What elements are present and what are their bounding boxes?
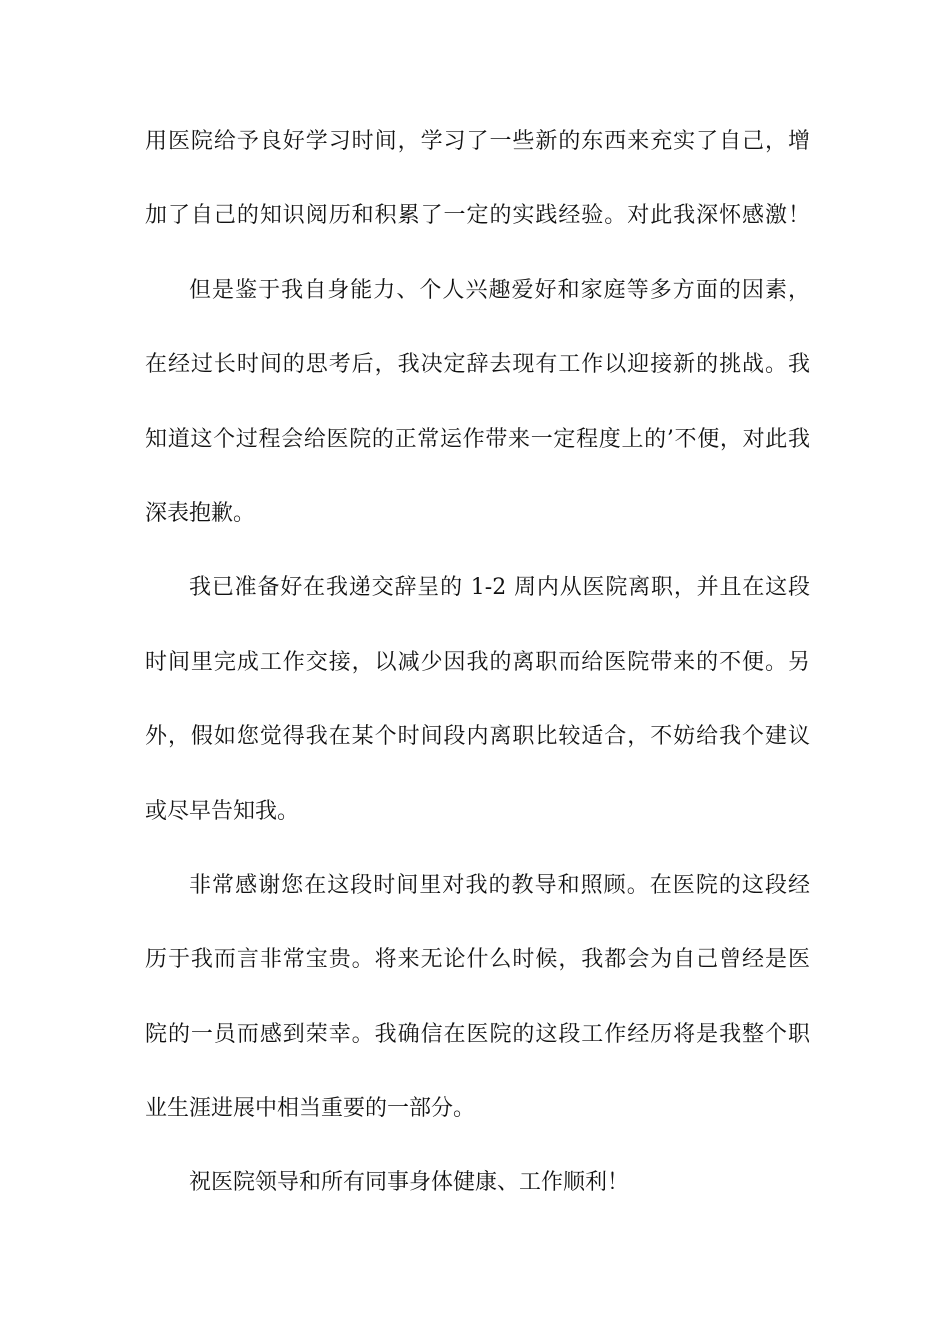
paragraph-first-line: 我已准备好在我递交辞呈的 1-2 周内从医院离职，并且在这段	[189, 575, 810, 601]
text-line: 时间里完成工作交接，以减少因我的离职而给医院带来的不便。另	[145, 649, 810, 675]
paragraph-first-line: 但是鉴于我自身能力、个人兴趣爱好和家庭等多方面的因素，	[189, 277, 810, 303]
paragraph-last-line: 业生涯进展中相当重要的一部分。	[145, 1096, 476, 1122]
text-line: 外，假如您觉得我在某个时间段内离职比较适合，不妨给我个建议	[145, 724, 810, 750]
text-line: 院的一员而感到荣幸。我确信在医院的这段工作经历将是我整个职	[145, 1021, 810, 1047]
text-line: 知道这个过程会给医院的正常运作带来一定程度上的’不便，对此我	[145, 426, 810, 452]
text-line: 在经过长时间的思考后，我决定辞去现有工作以迎接新的挑战。我	[145, 352, 810, 378]
text-line: 历于我而言非常宝贵。将来无论什么时候，我都会为自己曾经是医	[145, 947, 810, 973]
paragraph-first-line: 非常感谢您在这段时间里对我的教导和照顾。在医院的这段经	[189, 872, 810, 898]
letter-body	[145, 131, 810, 1247]
text-line: 加了自己的知识阅历和积累了一定的实践经验。对此我深怀感激！	[145, 203, 810, 229]
paragraph-last-line: 或尽早告知我。	[145, 798, 300, 824]
text-line: 用医院给予良好学习时间，学习了一些新的东西来充实了自己，增	[145, 129, 810, 154]
paragraph-last-line: 深表抱歉。	[145, 500, 256, 526]
closing-line: 祝医院领导和所有同事身体健康、工作顺利！	[189, 1170, 630, 1196]
